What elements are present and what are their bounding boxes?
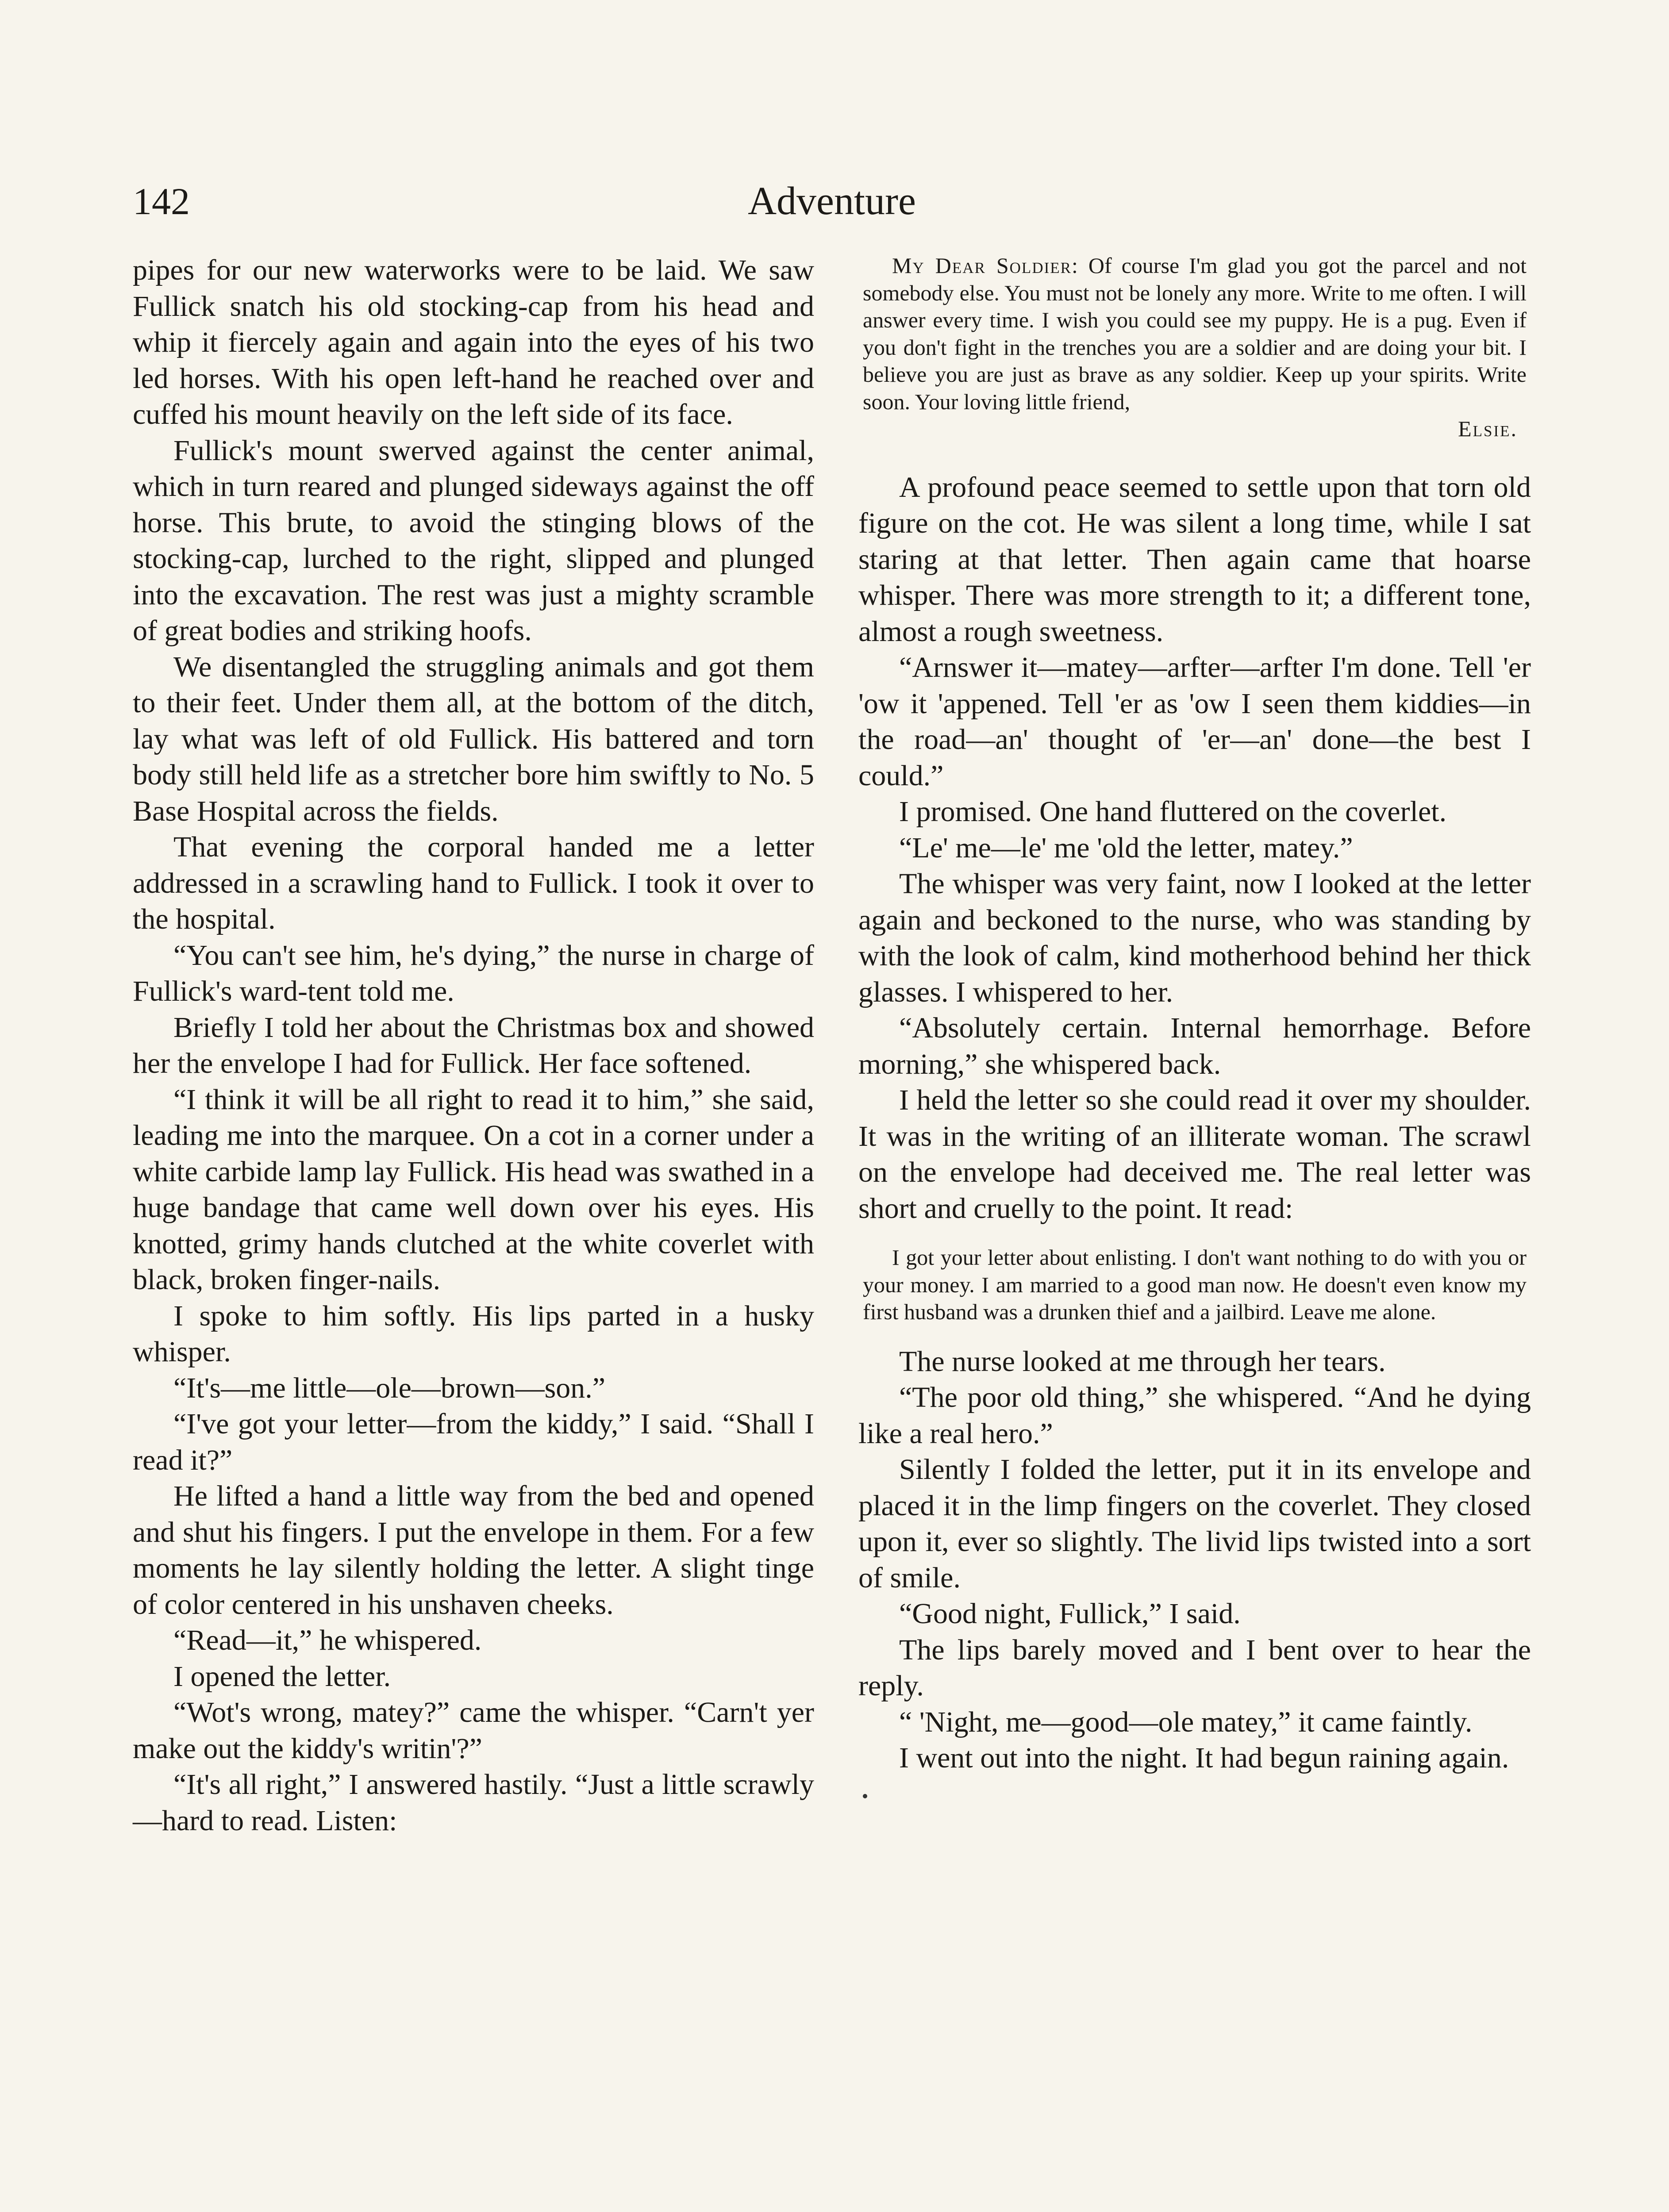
paragraph: Fullick's mount swerved against the center animal, which in turn reared and plunged sideways against the off horse. This brute, to avoid the stinging blows of the stocking-cap, lurched to the right, slipped and plunged into the excavation. The rest was just a mighty scramble of great bodies and striking hoofs. (133, 434, 814, 647)
paragraph: “The poor old thing,” she whispered. “And he dying like a real hero.” (858, 1381, 1531, 1450)
paragraph: “Le' me—le' me 'old the letter, matey.” (899, 831, 1353, 864)
letter-body: Of course I'm glad you got the parcel and not somebody else. You must not be lonely any more. Write to me often. I will answer every time. I wish you could see my puppy. He is a pug. Even if you don't fight in the trenches you are a soldier and are doing your bit. I believe you are just as brave as any soldier. Keep up your spirits. Write soon. Your loving little friend, (863, 253, 1527, 414)
left-column (133, 252, 814, 1839)
paragraph: “Read—it,” he whispered. (173, 1624, 482, 1656)
paragraph: I went out into the night. It had begun raining again. (899, 1742, 1509, 1774)
end-mark (863, 1794, 867, 1798)
real-letter: I got your letter about enlisting. I don't want nothing to do with you or your money. I am married to a good man now. He doesn't even know my first husband was a drunken thief and a jailbird. Leave me alone. (863, 1245, 1527, 1324)
paragraph: “Arnswer it—matey—arfter—arfter I'm done. Tell 'er 'ow it 'appened. Tell 'er as 'ow I seen them kiddies—in the road—an' thought of 'er—an' done—the best I could.” (858, 651, 1531, 792)
paragraph: “Wot's wrong, matey?” came the whisper. “Carn't yer make out the kiddy's writin'?” (133, 1696, 814, 1765)
paragraph: I promised. One hand fluttered on the coverlet. (899, 795, 1447, 828)
running-head-title: Adventure (748, 179, 916, 223)
paragraph: I opened the letter. (173, 1660, 391, 1693)
paragraph: I spoke to him softly. His lips parted in a husky whisper. (133, 1299, 814, 1368)
paragraph: “It's—me little—ole—brown—son.” (173, 1371, 606, 1404)
paragraph: “I've got your letter—from the kiddy,” I said. “Shall I read it?” (133, 1408, 814, 1476)
letter-salutation: My Dear Soldier: (892, 253, 1079, 278)
paragraph: We disentangled the struggling animals and got them to their feet. Under them all, at the bottom of the ditch, lay what was left of old Fullick. His battered and torn body still held life as a stretcher bore him swiftly to No. 5 Base Hospital across the fields. (133, 650, 814, 827)
paragraph: The whisper was very faint, now I looked at the letter again and beckoned to the nurse, who was standing by with the look of calm, kind motherhood behind her thick glasses. I whispered to her. (858, 868, 1531, 1008)
letter-signature: Elsie. (1458, 416, 1518, 441)
right-column (858, 252, 1531, 1798)
paragraph: He lifted a hand a little way from the bed and opened and shut his fingers. I put the envelope in them. For a few moments he lay silently holding the letter. A slight tinge of color centered in his unshaven cheeks. (133, 1480, 814, 1621)
paragraph: “It's all right,” I answered hastily. “Just a little scrawly—hard to read. Listen: (133, 1768, 814, 1837)
elsie-letter (858, 252, 1531, 415)
paragraph: “ 'Night, me—good—ole matey,” it came faintly. (899, 1705, 1473, 1738)
paragraph: “Good night, Fullick,” I said. (899, 1598, 1241, 1630)
paragraph: The lips barely moved and I bent over to hear the reply. (858, 1633, 1531, 1702)
right-paragraphs-after (858, 1344, 1531, 1776)
paragraph: The nurse looked at me through her tears. (899, 1345, 1386, 1378)
page-number: 142 (133, 180, 190, 223)
paragraph: Briefly I told her about the Christmas box and showed her the envelope I had for Fullick. Her face softened. (133, 1011, 814, 1079)
paragraph: “I think it will be all right to read it to him,” she said, leading me into the marquee. On a cot in a corner under a white carbide lamp lay Fullick. His head was swathed in a huge bandage that came well down over his eyes. His knotted, grimy hands clutched at the white coverlet with black, broken finger-nails. (133, 1083, 814, 1296)
paragraph: That evening the corporal handed me a letter addressed in a scrawling hand to Fullick. I took it over to the hospital. (133, 831, 814, 935)
paragraph: “You can't see him, he's dying,” the nurse in charge of Fullick's ward-tent told me. (133, 939, 814, 1007)
paragraph: A profound peace seemed to settle upon that torn old figure on the cot. He was silent a long time, while I sat staring at that letter. Then again came that hoarse whisper. There was more strength to it; a different tone, almost a rough sweetness. (858, 471, 1531, 648)
right-paragraphs-before (858, 469, 1531, 1227)
paragraph: pipes for our new waterworks were to be laid. We saw Fullick snatch his old stocking-cap from his head and whip it fiercely again and again into the eyes of his two led horses. With his open left-hand he reached over and cuffed his mount heavily on the left side of its face. (133, 254, 814, 430)
page-header (133, 168, 1531, 234)
paragraph: I held the letter so she could read it over my shoulder. It was in the writing of an illiterate woman. The scrawl on the envelope had deceived me. The real letter was short and cruelly to the point. It read: (858, 1084, 1531, 1225)
paragraph: Silently I folded the letter, put it in its envelope and placed it in the limp fingers on the coverlet. They closed upon it, ever so slightly. The livid lips twisted into a sort of smile. (858, 1453, 1531, 1594)
paragraph: “Absolutely certain. Internal hemorrhage. Before morning,” she whispered back. (858, 1012, 1531, 1080)
